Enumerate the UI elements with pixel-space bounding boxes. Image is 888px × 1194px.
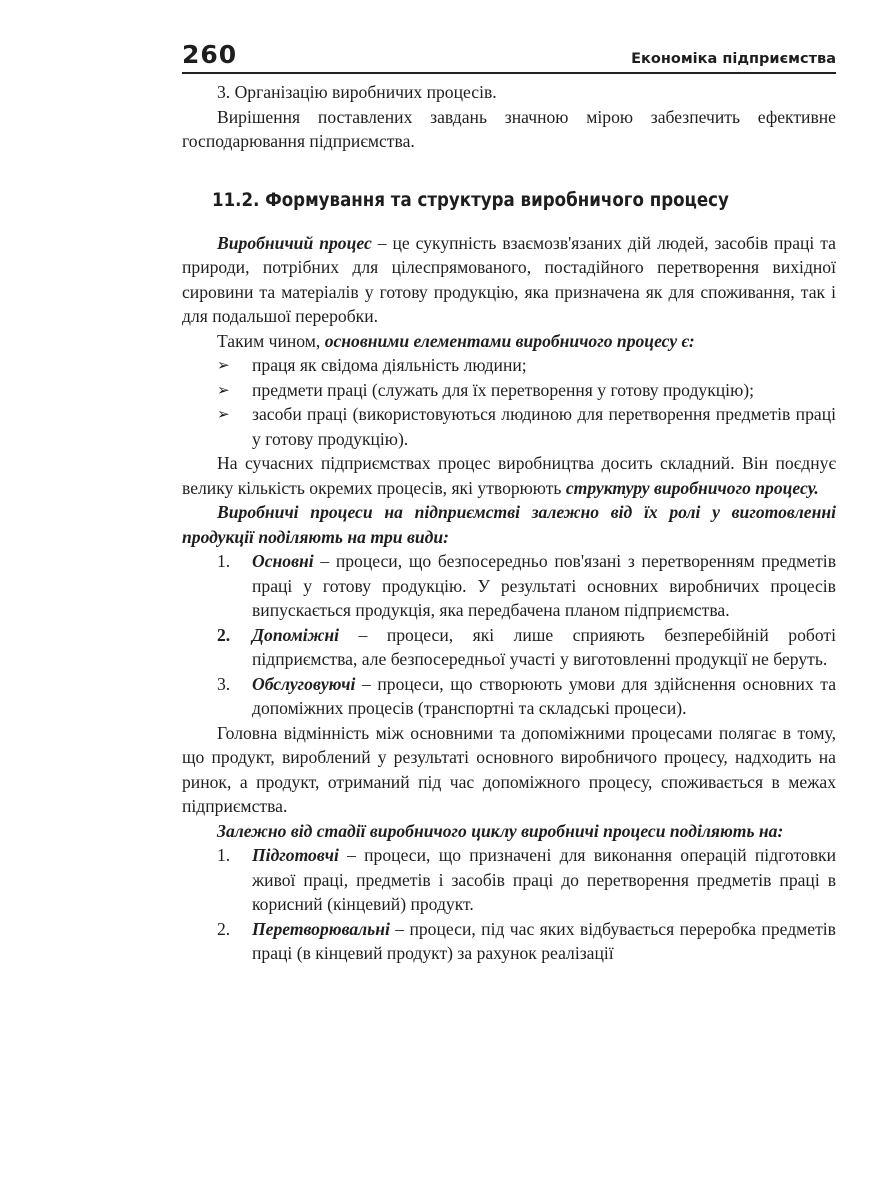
roles-heading: Виробничі процеси на підприємстві залежно від їх ролі у виготовленні продукції поділяють на три види:: [182, 502, 836, 547]
arrow-bullet-icon: ➢: [217, 405, 230, 423]
page: [182, 40, 836, 966]
list-item: [217, 353, 836, 378]
section-title: 11.2. Формування та структура виробничого процесу: [212, 189, 729, 211]
item-text: – процеси, які лише сприяють безперебійній роботі підприємства, але безпосередньої участі у виготовленні продукції не беруть.: [252, 624, 836, 669]
item-text: – процеси, що безпосередньо пов'язані з перетворенням предметів праці у готову продукцію. У результаті основних виробничих процесів випускається продукція, яка передбачена планом підприємства.: [252, 551, 836, 620]
intro-paragraph: Вирішення поставлених завдань значною мірою забезпечить ефективне господарювання підприємства.: [182, 106, 836, 151]
arrow-bullet-icon: ➢: [217, 356, 230, 374]
body-text: [182, 80, 836, 966]
list-item: [217, 672, 836, 721]
intro-item-3: 3. Організацію виробничих процесів.: [217, 82, 497, 102]
item-text: – процеси, що створюють умови для здійснення основних та допоміжних процесів (транспортні та складські процеси).: [252, 673, 836, 718]
elements-lead-bold: основними елементами виробничого процесу є:: [324, 330, 695, 351]
list-item: [217, 402, 836, 451]
stages-heading: Залежно від стадії виробничого циклу виробничі процеси поділяють на:: [217, 820, 784, 841]
item-term: Допоміжні: [252, 624, 340, 645]
list-item: [217, 917, 836, 966]
item-term: Основні: [252, 551, 314, 571]
item-number: 2.: [217, 918, 231, 939]
item-text: – процеси, що призначені для виконання операцій підготовки живої праці, предметів і засобів праці до перетворення предметів праці в корисний (кінцевий) продукт.: [252, 845, 836, 914]
roles-list: [182, 549, 836, 721]
definition-text: – це сукупність взаємозв'язаних дій людей, засобів праці та природи, потрібних для цілеспрямованого, постадійного перетворення вихідної сировини та матеріалів у готову продукцію, яка призначена як для споживання, так і для подальшої переробки.: [182, 232, 836, 326]
structure-paragraph: [182, 451, 836, 500]
item-term: Перетворювальні: [252, 918, 390, 939]
elements-lead: [182, 329, 836, 354]
page-number: 260: [182, 40, 238, 69]
item-term: Підготовчі: [252, 845, 339, 865]
list-item: [217, 623, 836, 672]
definition-term: Виробничий процес: [217, 232, 372, 253]
item-text: – процеси, під час яких відбувається переробка предметів праці (в кінцевий продукт) за рахунок реалізації: [252, 918, 836, 963]
list-item: [217, 378, 836, 403]
page-header: [182, 40, 836, 74]
list-item-text: праця як свідома діяльність людини;: [252, 355, 527, 375]
list-item: [217, 549, 836, 623]
list-item-text: засоби праці (використовуються людиною для перетворення предметів праці у готову продукцію).: [252, 404, 836, 449]
definition-paragraph: [182, 231, 836, 329]
item-number: 3.: [217, 673, 231, 694]
list-item-text: предмети праці (служать для їх перетворення у готову продукцію);: [252, 379, 754, 400]
item-term: Обслуговуючі: [252, 673, 356, 694]
list-item: [217, 843, 836, 917]
difference-paragraph: Головна відмінність між основними та допоміжними процесами полягає в тому, що продукт, вироблений у результаті основного виробничого процесу, надходить на ринок, а продукт, отриманий під час допоміжного процесу, споживається в межах підприємства.: [182, 722, 836, 816]
stages-list: [182, 843, 836, 966]
structure-text: На сучасних підприємствах процес виробництва досить складний. Він поєднує велику кількість окремих процесів, які утворюють: [182, 453, 836, 498]
running-title: Економіка підприємства: [631, 51, 836, 67]
elements-lead-text: Таким чином,: [217, 330, 325, 351]
item-number: 2.: [217, 624, 231, 645]
elements-list: [182, 353, 836, 451]
item-number: 1.: [217, 845, 231, 865]
arrow-bullet-icon: ➢: [217, 380, 230, 399]
structure-bold: структуру виробничого процесу.: [565, 477, 819, 498]
item-number: 1.: [217, 551, 231, 571]
